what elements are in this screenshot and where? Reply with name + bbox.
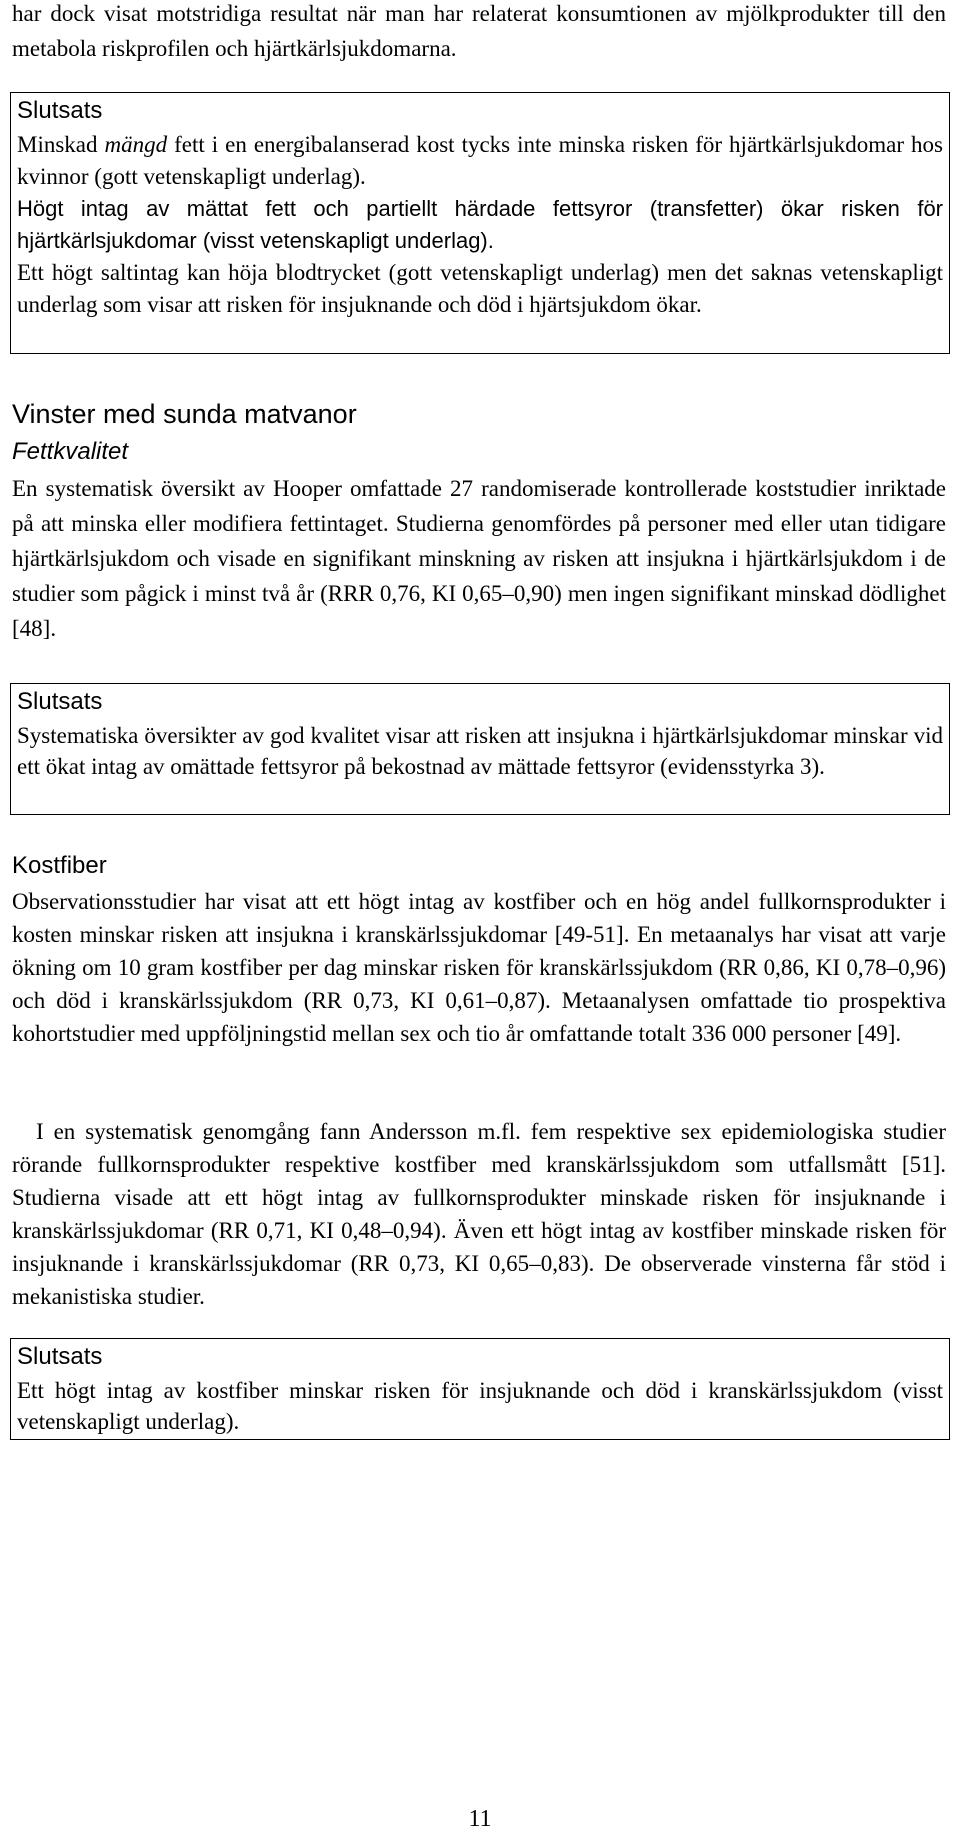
conclusion-box-3-paragraph: Ett högt intag av kostfiber minskar risken för insjuknande och död i kranskärlssjukdom (visst vetenskapligt underlag). bbox=[17, 1378, 943, 1434]
fettkvalitet-paragraph: En systematisk översikt av Hooper omfattade 27 randomiserade kontrollerade koststudier inriktade på att minska eller modifiera fettintaget. Studierna genomfördes på personer med eller utan tidigare hjärtkärlsjukdom och visade en signifikant minskning av risken att insjukna i hjärtkärlsjukdom i de studier som pågick i minst två år (RRR 0,76, KI 0,65–0,90) men ingen signifikant minskad dödlighet [48]. bbox=[12, 476, 946, 641]
conclusion-box-1-paragraph-3: Ett högt saltintag kan höja blodtrycket (gott vetenskapligt underlag) men det saknas vetenskapligt underlag som visar att risken för insjuknande och död i hjärtsjukdom ökar. bbox=[17, 260, 943, 317]
conclusion-box-1-paragraph-2: Högt intag av mättat fett och partiellt härdade fettsyror (transfetter) ökar risken för hjärtkärlsjukdomar (visst vetenskapligt underlag). bbox=[17, 196, 943, 253]
conclusion-box-3 bbox=[10, 1338, 950, 1440]
page-number: 11 bbox=[468, 1806, 492, 1832]
conclusion-box-1 bbox=[10, 92, 950, 354]
p1-emphasis: mängd bbox=[104, 132, 168, 157]
p1-post: fett i en energibalanserad kost tycks inte minska risken för hjärtkärlsjukdomar hos kvinnor (gott vetenskapligt underlag). bbox=[17, 132, 943, 189]
conclusion-box-1-paragraph-1 bbox=[17, 129, 943, 193]
conclusion-box-3-title: Slutsats bbox=[17, 1343, 103, 1370]
conclusion-box-2 bbox=[10, 683, 950, 815]
kostfiber-paragraph-2: I en systematisk genomgång fann Andersson m.fl. fem respektive sex epidemiologiska studier rörande fullkornsprodukter respektive kostfiber med kranskärlssjukdom som utfallsmått [51]. Studierna visade att ett högt intag av fullkornsprodukter minskade risken för insjuknande i kranskärlssjukdomar (RR 0,71, KI 0,48–0,94). Även ett högt intag av kostfiber minskade risken för insjuknande i kranskärlssjukdomar (RR 0,73, KI 0,65–0,83). De observerade vinsterna får stöd i mekanistiska studier. bbox=[12, 1119, 946, 1309]
conclusion-box-2-title: Slutsats bbox=[17, 688, 103, 715]
subheading-fettkvalitet: Fettkvalitet bbox=[12, 438, 129, 465]
p1-pre: Minskad bbox=[17, 132, 105, 157]
conclusion-box-2-paragraph: Systematiska översikter av god kvalitet visar att risken att insjukna i hjärtkärlsjukdomar minskar vid ett ökat intag av omättade fettsyror på bekostnad av mättade fettsyror (evidensstyrka 3). bbox=[17, 723, 943, 779]
conclusion-box-1-title: Slutsats bbox=[17, 97, 103, 124]
section-heading: Vinster med sunda matvanor bbox=[12, 399, 357, 429]
subheading-kostfiber: Kostfiber bbox=[12, 852, 107, 879]
intro-paragraph: har dock visat motstridiga resultat när man har relaterat konsumtionen av mjölkprodukter till den metabola riskprofilen och hjärtkärlsjukdomarna. bbox=[12, 1, 946, 61]
kostfiber-paragraph-1: Observationsstudier har visat att ett högt intag av kostfiber och en hög andel fullkornsprodukter i kosten minskar risken att insjukna i kranskärlssjukdomar [49-51]. En metaanalys har visat att varje ökning om 10 gram kostfiber per dag minskar risken för kranskärlssjukdom (RR 0,86, KI 0,78–0,96) och död i kranskärlssjukdom (RR 0,73, KI 0,61–0,87). Metaanalysen omfattade tio prospektiva kohortstudier med uppföljningstid mellan sex och tio år omfattande totalt 336 000 personer [49]. bbox=[12, 889, 946, 1046]
